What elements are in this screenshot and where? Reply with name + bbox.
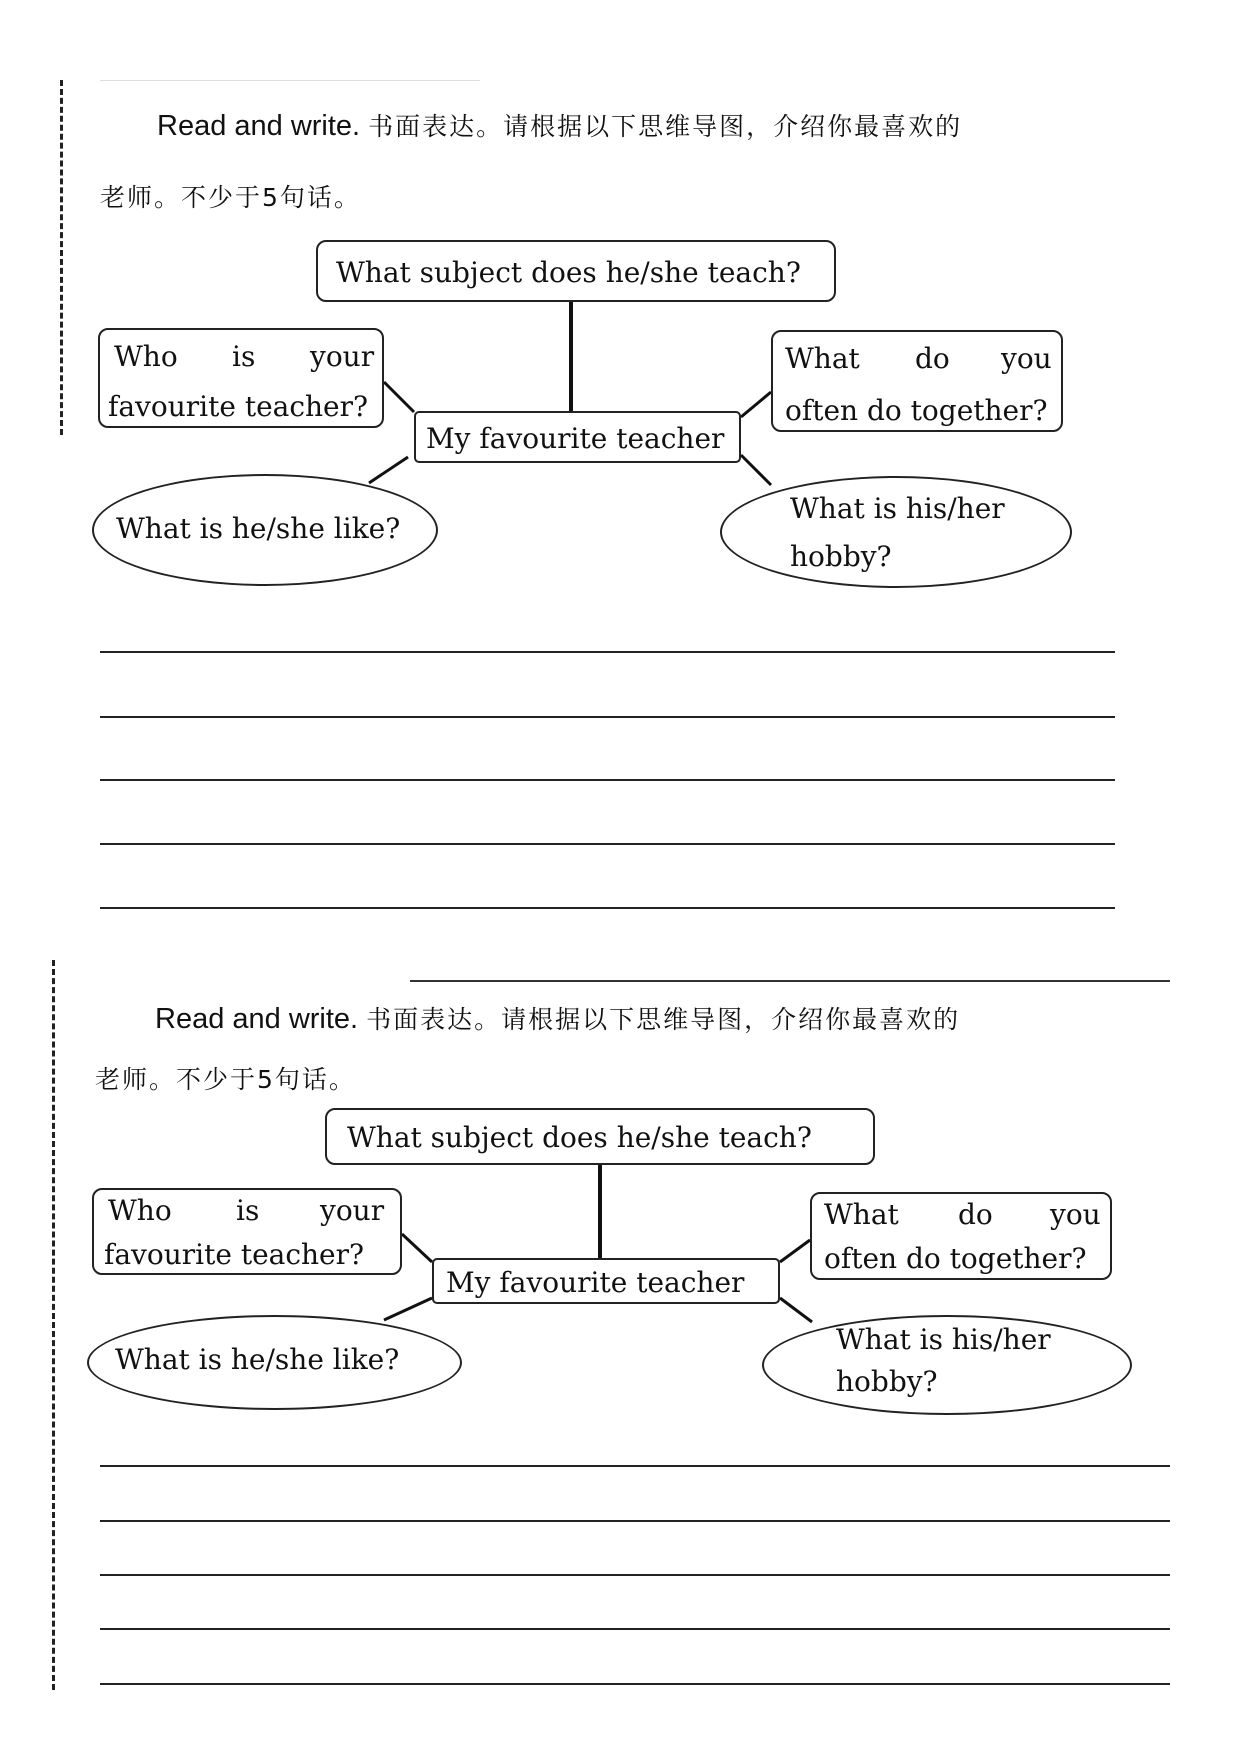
writing-line-4[interactable] [100, 1628, 1170, 1630]
subject-question-box [316, 240, 836, 302]
writing-line-4[interactable] [100, 843, 1115, 845]
instruction-line-2: 老师。不少于5句话。 [95, 1065, 356, 1094]
subject-question-text: What subject does he/she teach? [347, 1121, 812, 1154]
center-topic-box [414, 411, 741, 463]
who-word: Who [114, 340, 178, 373]
like-question-oval [92, 474, 438, 586]
writing-line-5[interactable] [100, 907, 1115, 909]
subject-question-box [325, 1108, 875, 1165]
writing-line-1[interactable] [100, 651, 1115, 653]
hobby-question-oval [762, 1315, 1132, 1415]
instruction-en: Read and write. [157, 110, 361, 142]
like-question-text: What is he/she like? [115, 1343, 400, 1376]
instruction-zh: 书面表达。请根据以下思维导图，介绍你最喜欢的 [368, 112, 963, 141]
worksheet-2 [0, 960, 1241, 1750]
like-question-oval [87, 1315, 462, 1410]
subject-question-text: What subject does he/she teach? [336, 256, 801, 289]
often-together-line: often do together? [824, 1242, 1087, 1275]
together-question-box [771, 330, 1063, 432]
like-question-text: What is he/she like? [116, 512, 401, 545]
instruction-zh: 书面表达。请根据以下思维导图，介绍你最喜欢的 [366, 1005, 961, 1034]
writing-line-3[interactable] [100, 779, 1115, 781]
hobby-line-2: hobby? [790, 540, 892, 573]
together-question-box [810, 1192, 1112, 1280]
instruction-en: Read and write. [155, 1003, 359, 1035]
center-topic-text: My favourite teacher [426, 422, 725, 455]
favourite-teacher-line: favourite teacher? [104, 1238, 365, 1271]
what-word: What [785, 342, 860, 375]
what-word: What [824, 1198, 899, 1231]
is-word: is [236, 1194, 260, 1227]
hobby-question-oval [720, 476, 1072, 588]
your-word: your [320, 1194, 385, 1227]
writing-line-2[interactable] [100, 1520, 1170, 1522]
writing-line-1[interactable] [100, 1465, 1170, 1467]
instruction-line-2: 老师。不少于5句话。 [100, 183, 361, 212]
do-word: do [958, 1198, 993, 1231]
often-together-line: often do together? [785, 394, 1048, 427]
writing-line-5[interactable] [100, 1683, 1170, 1685]
who-word: Who [108, 1194, 172, 1227]
favourite-teacher-question-box [92, 1188, 402, 1275]
you-word: you [1001, 342, 1052, 375]
writing-line-2[interactable] [100, 716, 1115, 718]
favourite-teacher-question-box [98, 328, 384, 428]
your-word: your [310, 340, 375, 373]
hobby-line-2: hobby? [836, 1365, 938, 1398]
you-word: you [1050, 1198, 1101, 1231]
writing-line-3[interactable] [100, 1574, 1170, 1576]
center-topic-text: My favourite teacher [446, 1266, 745, 1299]
is-word: is [232, 340, 256, 373]
favourite-teacher-line: favourite teacher? [108, 390, 369, 423]
center-topic-box [432, 1258, 780, 1304]
hobby-line-1: What is his/her [790, 492, 1005, 525]
do-word: do [915, 342, 950, 375]
hobby-line-1: What is his/her [836, 1323, 1051, 1356]
